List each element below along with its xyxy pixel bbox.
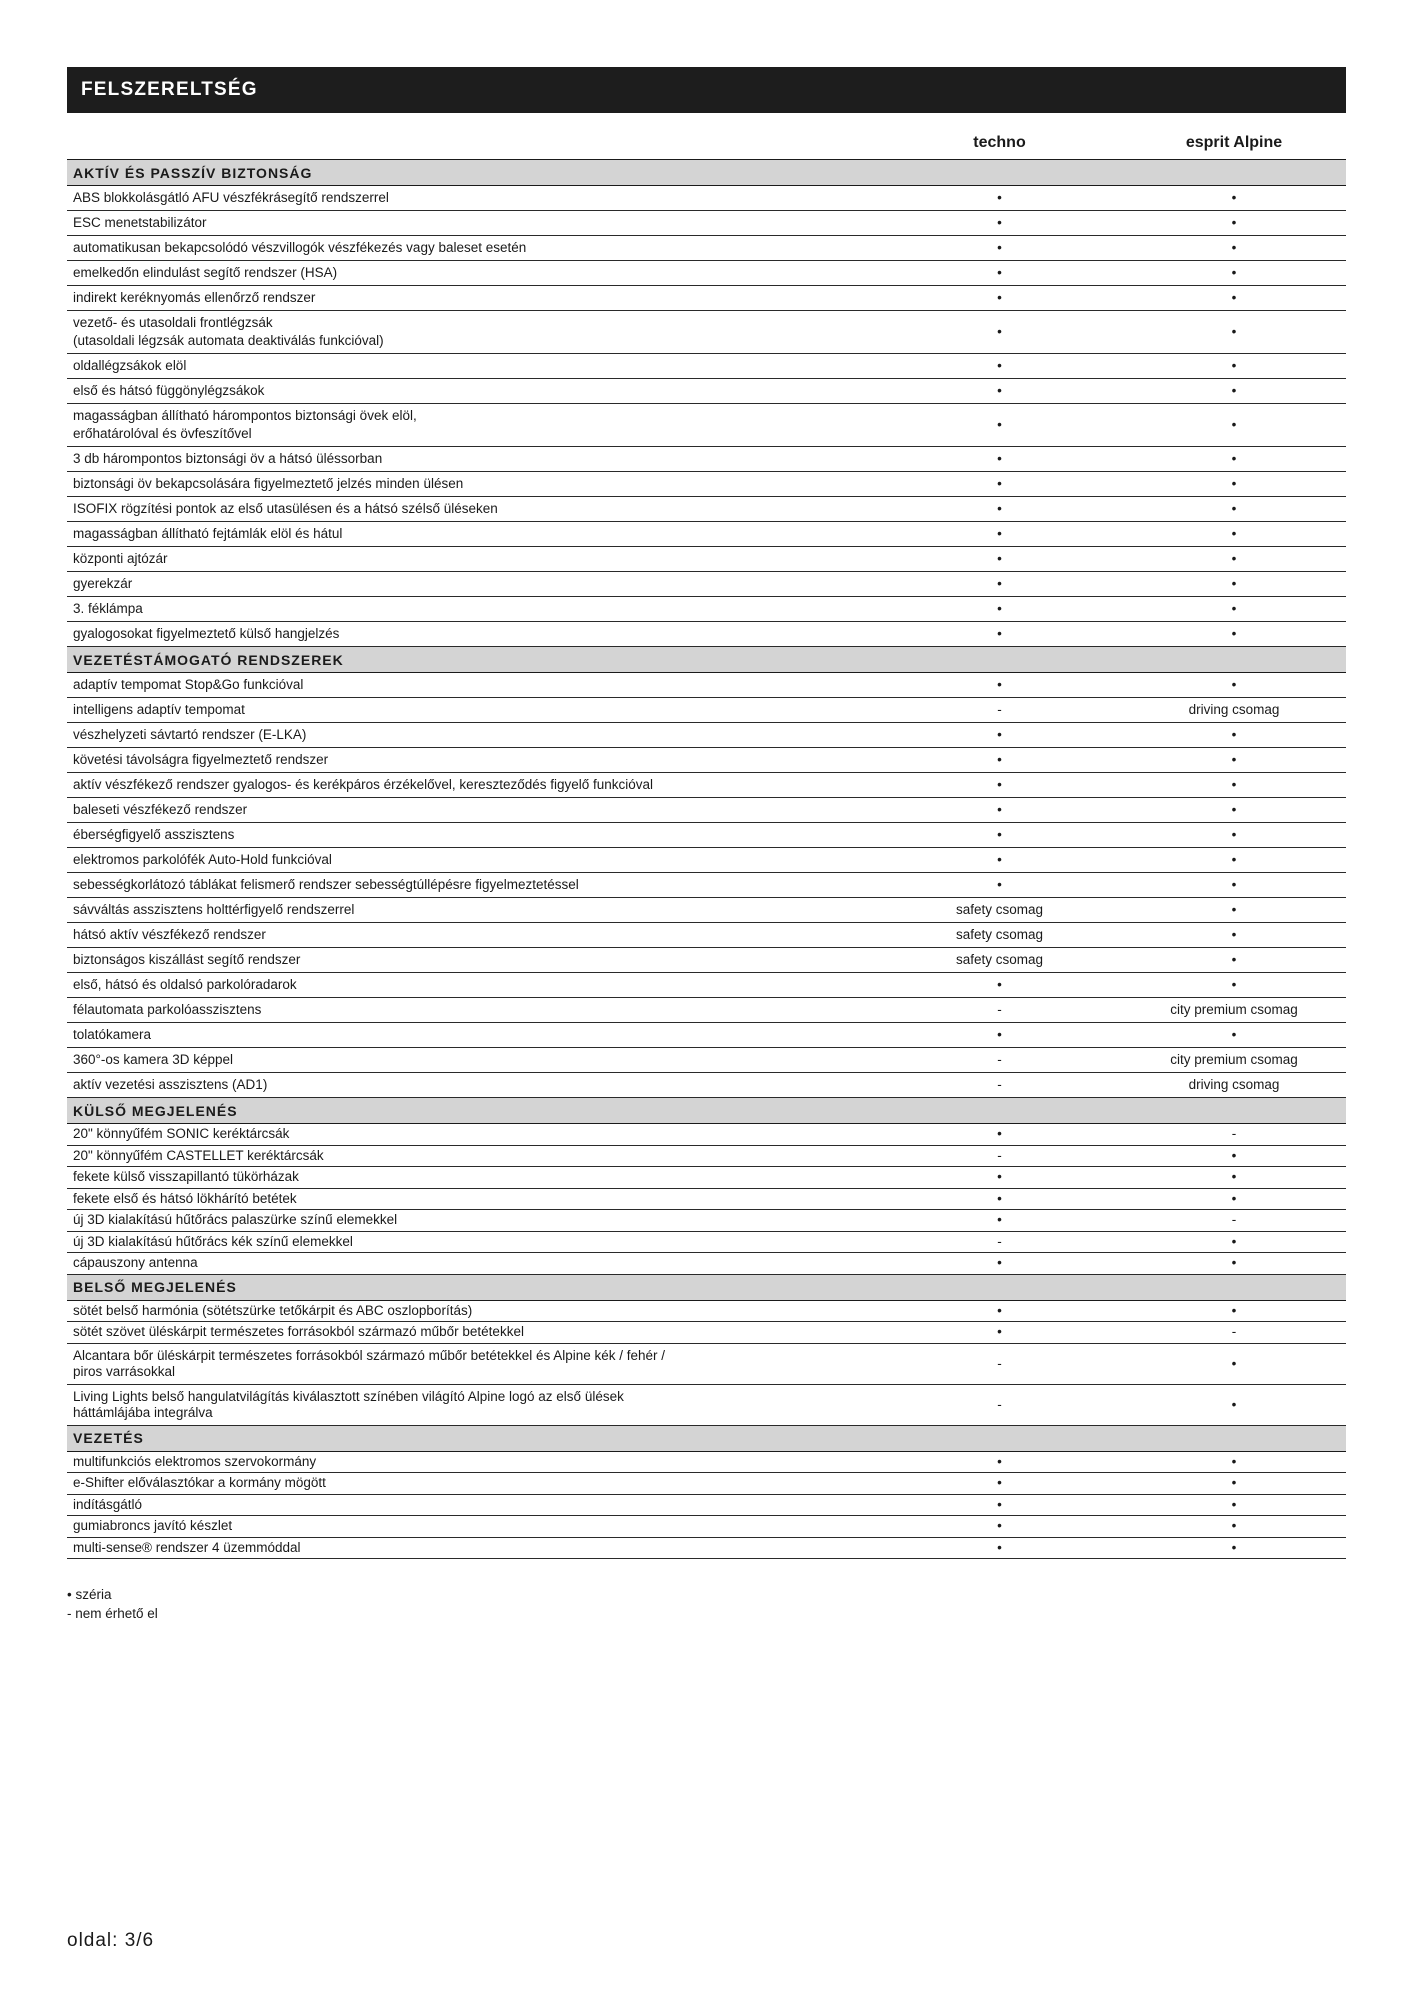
table-row [67,379,1346,404]
feature-cell [67,873,877,898]
techno-value: • [877,286,1122,311]
techno-value: - [877,998,1122,1023]
feature-label: sötét szövet üléskárpit természetes forrásokból származó műbőr betétekkel [73,1324,524,1340]
techno-value: - [877,1343,1122,1384]
feature-cell [67,472,877,497]
feature-label-line2: erőhatárolóval és övfeszítővel [73,426,252,441]
table-row [67,622,1346,647]
feature-cell [67,1300,877,1322]
techno-value: • [877,311,1122,354]
feature-label: biztonsági öv bekapcsolására figyelmeztető jelzés minden ülésen [73,476,464,491]
techno-value: • [877,1494,1122,1516]
feature-label: indirekt keréknyomás ellenőrző rendszer [73,290,316,305]
techno-value: • [877,547,1122,572]
feature-label: aktív vezetési asszisztens (AD1) [73,1077,268,1092]
table-row [67,848,1346,873]
alpine-value: - [1122,1210,1346,1232]
alpine-value: • [1122,186,1346,211]
table-row [67,798,1346,823]
feature-cell [67,186,877,211]
techno-value: • [877,1322,1122,1344]
column-header-techno: techno [973,134,1026,151]
feature-cell [67,898,877,923]
feature-label: multi-sense® rendszer 4 üzemmóddal [73,1539,301,1555]
table-row [67,261,1346,286]
table-row [67,898,1346,923]
feature-label: 20" könnyűfém SONIC keréktárcsák [73,1126,290,1142]
alpine-value: • [1122,1231,1346,1253]
column-header-alpine: esprit Alpine [1185,134,1283,151]
techno-value: • [877,472,1122,497]
alpine-value: • [1122,898,1346,923]
page-title: FELSZERELTSÉG [67,67,1346,113]
table-row [67,1188,1346,1210]
techno-value: • [877,404,1122,447]
feature-cell [67,1384,877,1425]
techno-value: - [877,698,1122,723]
feature-label: tolatókamera [73,1027,152,1042]
table-row [67,1073,1346,1098]
feature-cell [67,1023,877,1048]
feature-label: cápauszony antenna [73,1255,198,1271]
feature-cell [67,1124,877,1146]
alpine-value: • [1122,379,1346,404]
techno-value: • [877,823,1122,848]
feature-cell [67,1048,877,1073]
feature-label: új 3D kialakítású hűtőrács palaszürke színű elemekkel [73,1212,398,1228]
feature-label: sávváltás asszisztens holttérfigyelő rendszerrel [73,902,355,917]
feature-label: gyalogosokat figyelmeztető külső hangjelzés [73,626,340,641]
techno-value: • [877,261,1122,286]
table-row [67,447,1346,472]
alpine-value: • [1122,1451,1346,1473]
feature-cell [67,311,877,354]
feature-label: intelligens adaptív tempomat [73,702,245,717]
feature-cell [67,698,877,723]
techno-value: • [877,1473,1122,1495]
feature-label: Living Lights belső hangulatvilágítás kiválasztott színében világító Alpine logó az első ülések [73,1388,624,1404]
alpine-value: • [1122,723,1346,748]
alpine-value: • [1122,597,1346,622]
table-row [67,404,1346,447]
feature-cell [67,723,877,748]
table-row [67,1253,1346,1275]
section-title: VEZETÉSTÁMOGATÓ RENDSZEREK [67,647,1346,673]
techno-value: • [877,522,1122,547]
alpine-value: city premium csomag [1122,1048,1346,1073]
feature-label: 20" könnyűfém CASTELLET keréktárcsák [73,1147,324,1163]
feature-label: 3. féklámpa [73,601,143,616]
techno-value: • [877,236,1122,261]
alpine-value: • [1122,354,1346,379]
feature-label: aktív vészfékező rendszer gyalogos- és kerékpáros érzékelővel, kereszteződés figyelő funkcióval [73,777,654,792]
alpine-value: • [1122,1300,1346,1322]
techno-value: • [877,1300,1122,1322]
alpine-value: • [1122,873,1346,898]
techno-value: - [877,1048,1122,1073]
feature-label: e-Shifter előválasztókar a kormány mögött [73,1475,326,1491]
table-row [67,1210,1346,1232]
table-row [67,748,1346,773]
feature-label: automatikusan bekapcsolódó vészvillogók vészfékezés vagy baleset esetén [73,240,527,255]
feature-cell [67,823,877,848]
feature-cell [67,1145,877,1167]
feature-label: elektromos parkolófék Auto-Hold funkcióval [73,852,332,867]
alpine-value: • [1122,311,1346,354]
alpine-value: • [1122,1473,1346,1495]
table-row [67,354,1346,379]
techno-value: safety csomag [877,923,1122,948]
table-row [67,873,1346,898]
feature-label: ISOFIX rögzítési pontok az első utasülésen és a hátsó szélső üléseken [73,501,498,516]
table-row [67,998,1346,1023]
feature-cell [67,286,877,311]
feature-label: első és hátsó függönylégzsákok [73,383,265,398]
feature-cell [67,354,877,379]
column-headers [67,134,1346,158]
techno-value: - [877,1384,1122,1425]
feature-cell [67,1073,877,1098]
techno-value: • [877,572,1122,597]
feature-cell [67,379,877,404]
feature-cell [67,497,877,522]
feature-label-line2: (utasoldali légzsák automata deaktiválás funkcióval) [73,333,384,348]
table-row [67,1300,1346,1322]
feature-label: biztonságos kiszállást segítő rendszer [73,952,301,967]
alpine-value: • [1122,572,1346,597]
table-section [67,1425,1346,1559]
alpine-value: • [1122,622,1346,647]
feature-cell [67,547,877,572]
feature-cell [67,211,877,236]
table-section [67,160,1346,647]
feature-label: hátsó aktív vészfékező rendszer [73,927,266,942]
table-row [67,1494,1346,1516]
techno-value: safety csomag [877,898,1122,923]
techno-value: safety csomag [877,948,1122,973]
alpine-value: • [1122,948,1346,973]
table-row [67,948,1346,973]
table-row [67,973,1346,998]
techno-value: • [877,1023,1122,1048]
alpine-value: - [1122,1124,1346,1146]
feature-cell [67,773,877,798]
feature-cell [67,1188,877,1210]
feature-cell [67,572,877,597]
legend-not-available: - nem érhető el [67,1606,158,1621]
feature-label: vezető- és utasoldali frontlégzsák [73,315,273,330]
feature-cell [67,447,877,472]
feature-cell [67,1167,877,1189]
section-header [67,160,1346,186]
feature-cell [67,236,877,261]
section-title: KÜLSŐ MEGJELENÉS [67,1098,1346,1124]
techno-value: • [877,873,1122,898]
techno-value: • [877,186,1122,211]
techno-value: • [877,773,1122,798]
techno-value: • [877,1253,1122,1275]
table-row [67,773,1346,798]
feature-label: ESC menetstabilizátor [73,215,207,230]
techno-value: • [877,973,1122,998]
table-row [67,1343,1346,1384]
table-row [67,522,1346,547]
feature-cell [67,848,877,873]
section-header [67,1425,1346,1451]
alpine-value: • [1122,522,1346,547]
alpine-value: • [1122,211,1346,236]
techno-value: - [877,1231,1122,1253]
feature-cell [67,1231,877,1253]
feature-cell [67,1516,877,1538]
techno-value: • [877,1516,1122,1538]
feature-cell [67,1253,877,1275]
table-row [67,1473,1346,1495]
alpine-value: • [1122,798,1346,823]
table-row [67,1384,1346,1425]
table-row [67,1537,1346,1559]
alpine-value: • [1122,497,1346,522]
table-row [67,572,1346,597]
feature-label: új 3D kialakítású hűtőrács kék színű elemekkel [73,1233,353,1249]
section-title: BELSŐ MEGJELENÉS [67,1274,1346,1300]
techno-value: • [877,354,1122,379]
alpine-value: • [1122,673,1346,698]
table-row [67,211,1346,236]
table-row [67,1516,1346,1538]
alpine-value: • [1122,447,1346,472]
feature-label: követési távolságra figyelmeztető rendszer [73,752,329,767]
table-row [67,186,1346,211]
table-row [67,472,1346,497]
section-header [67,647,1346,673]
feature-label: 3 db hárompontos biztonsági öv a hátsó üléssorban [73,451,383,466]
alpine-value: • [1122,1343,1346,1384]
alpine-value: • [1122,923,1346,948]
feature-cell [67,597,877,622]
feature-cell [67,748,877,773]
table-section [67,1274,1346,1425]
feature-cell [67,923,877,948]
techno-value: • [877,497,1122,522]
feature-label: első, hátsó és oldalsó parkolóradarok [73,977,297,992]
alpine-value: • [1122,1253,1346,1275]
alpine-value: • [1122,1494,1346,1516]
alpine-value: • [1122,1516,1346,1538]
table-row [67,497,1346,522]
techno-value: • [877,211,1122,236]
table-section [67,647,1346,1098]
techno-value: • [877,723,1122,748]
alpine-value: - [1122,1322,1346,1344]
alpine-value: • [1122,773,1346,798]
techno-value: • [877,1167,1122,1189]
alpine-value: driving csomag [1122,698,1346,723]
alpine-value: • [1122,823,1346,848]
alpine-value: • [1122,1167,1346,1189]
feature-cell [67,798,877,823]
feature-label: 360°-os kamera 3D képpel [73,1052,233,1067]
feature-label: sebességkorlátozó táblákat felismerő rendszer sebességtúllépésre figyelmeztetéssel [73,877,579,892]
alpine-value: • [1122,748,1346,773]
alpine-value: • [1122,547,1346,572]
techno-value: • [877,447,1122,472]
table-row [67,311,1346,354]
table-row [67,1451,1346,1473]
equipment-table [67,159,1346,1559]
section-title: AKTÍV ÉS PASSZÍV BIZTONSÁG [67,160,1346,186]
legend [67,1585,158,1623]
feature-cell [67,1451,877,1473]
feature-cell [67,404,877,447]
alpine-value: driving csomag [1122,1073,1346,1098]
techno-value: • [877,673,1122,698]
feature-cell [67,948,877,973]
section-header [67,1098,1346,1124]
alpine-value: • [1122,472,1346,497]
techno-value: • [877,848,1122,873]
techno-value: • [877,1188,1122,1210]
feature-cell [67,973,877,998]
table-row [67,1048,1346,1073]
alpine-value: • [1122,1145,1346,1167]
feature-cell [67,673,877,698]
feature-label: oldallégzsákok elöl [73,358,187,373]
feature-label: központi ajtózár [73,551,168,566]
alpine-value: • [1122,1023,1346,1048]
techno-value: • [877,798,1122,823]
feature-label: vészhelyzeti sávtartó rendszer (E-LKA) [73,727,307,742]
feature-cell [67,1537,877,1559]
table-section [67,1098,1346,1275]
techno-value: • [877,597,1122,622]
feature-label: fekete első és hátsó lökhárító betétek [73,1190,297,1206]
alpine-value: • [1122,973,1346,998]
feature-cell [67,622,877,647]
feature-label: emelkedőn elindulást segítő rendszer (HSA) [73,265,338,280]
techno-value: • [877,1451,1122,1473]
feature-label: indításgátló [73,1496,143,1512]
feature-cell [67,1210,877,1232]
alpine-value: • [1122,286,1346,311]
alpine-value: • [1122,1537,1346,1559]
feature-label: magasságban állítható hárompontos biztonsági övek elöl, [73,408,417,423]
table-row [67,1167,1346,1189]
alpine-value: • [1122,1188,1346,1210]
techno-value: • [877,622,1122,647]
alpine-value: • [1122,1384,1346,1425]
feature-label: éberségfigyelő asszisztens [73,827,235,842]
table-row [67,673,1346,698]
techno-value: • [877,1210,1122,1232]
feature-cell [67,522,877,547]
feature-label: ABS blokkolásgátló AFU vészfékrásegítő rendszerrel [73,190,389,205]
table-row [67,547,1346,572]
table-row [67,1322,1346,1344]
techno-value: • [877,1124,1122,1146]
table-row [67,286,1346,311]
feature-label: gyerekzár [73,576,133,591]
feature-label: magasságban állítható fejtámlák elöl és hátul [73,526,343,541]
table-row [67,1023,1346,1048]
feature-cell [67,998,877,1023]
feature-label-line2: piros varrásokkal [73,1363,176,1379]
feature-label: adaptív tempomat Stop&Go funkcióval [73,677,304,692]
table-row [67,597,1346,622]
table-row [67,1231,1346,1253]
techno-value: • [877,379,1122,404]
feature-cell [67,261,877,286]
table-row [67,236,1346,261]
section-title: VEZETÉS [67,1425,1346,1451]
techno-value: - [877,1145,1122,1167]
feature-cell [67,1343,877,1384]
table-row [67,698,1346,723]
table-row [67,1145,1346,1167]
table-row [67,723,1346,748]
alpine-value: • [1122,848,1346,873]
feature-cell [67,1494,877,1516]
table-row [67,1124,1346,1146]
techno-value: • [877,748,1122,773]
table-row [67,823,1346,848]
legend-standard: • széria [67,1587,112,1602]
table-row [67,923,1346,948]
feature-label: Alcantara bőr üléskárpit természetes forrásokból származó műbőr betétekkel és Alpine kék / fehér / [73,1347,666,1363]
techno-value: • [877,1537,1122,1559]
feature-label-line2: háttámlájába integrálva [73,1404,213,1420]
page-number: oldal: 3/6 [67,1930,155,1951]
feature-label: multifunkciós elektromos szervokormány [73,1453,317,1469]
techno-value: - [877,1073,1122,1098]
feature-label: sötét belső harmónia (sötétszürke tetőkárpit és ABC oszlopborítás) [73,1302,473,1318]
feature-cell [67,1473,877,1495]
feature-label: fekete külső visszapillantó tükörházak [73,1169,299,1185]
alpine-value: city premium csomag [1122,998,1346,1023]
feature-label: gumiabroncs javító készlet [73,1518,233,1534]
alpine-value: • [1122,261,1346,286]
section-header [67,1274,1346,1300]
feature-cell [67,1322,877,1344]
alpine-value: • [1122,236,1346,261]
feature-label: félautomata parkolóasszisztens [73,1002,262,1017]
feature-label: baleseti vészfékező rendszer [73,802,248,817]
alpine-value: • [1122,404,1346,447]
